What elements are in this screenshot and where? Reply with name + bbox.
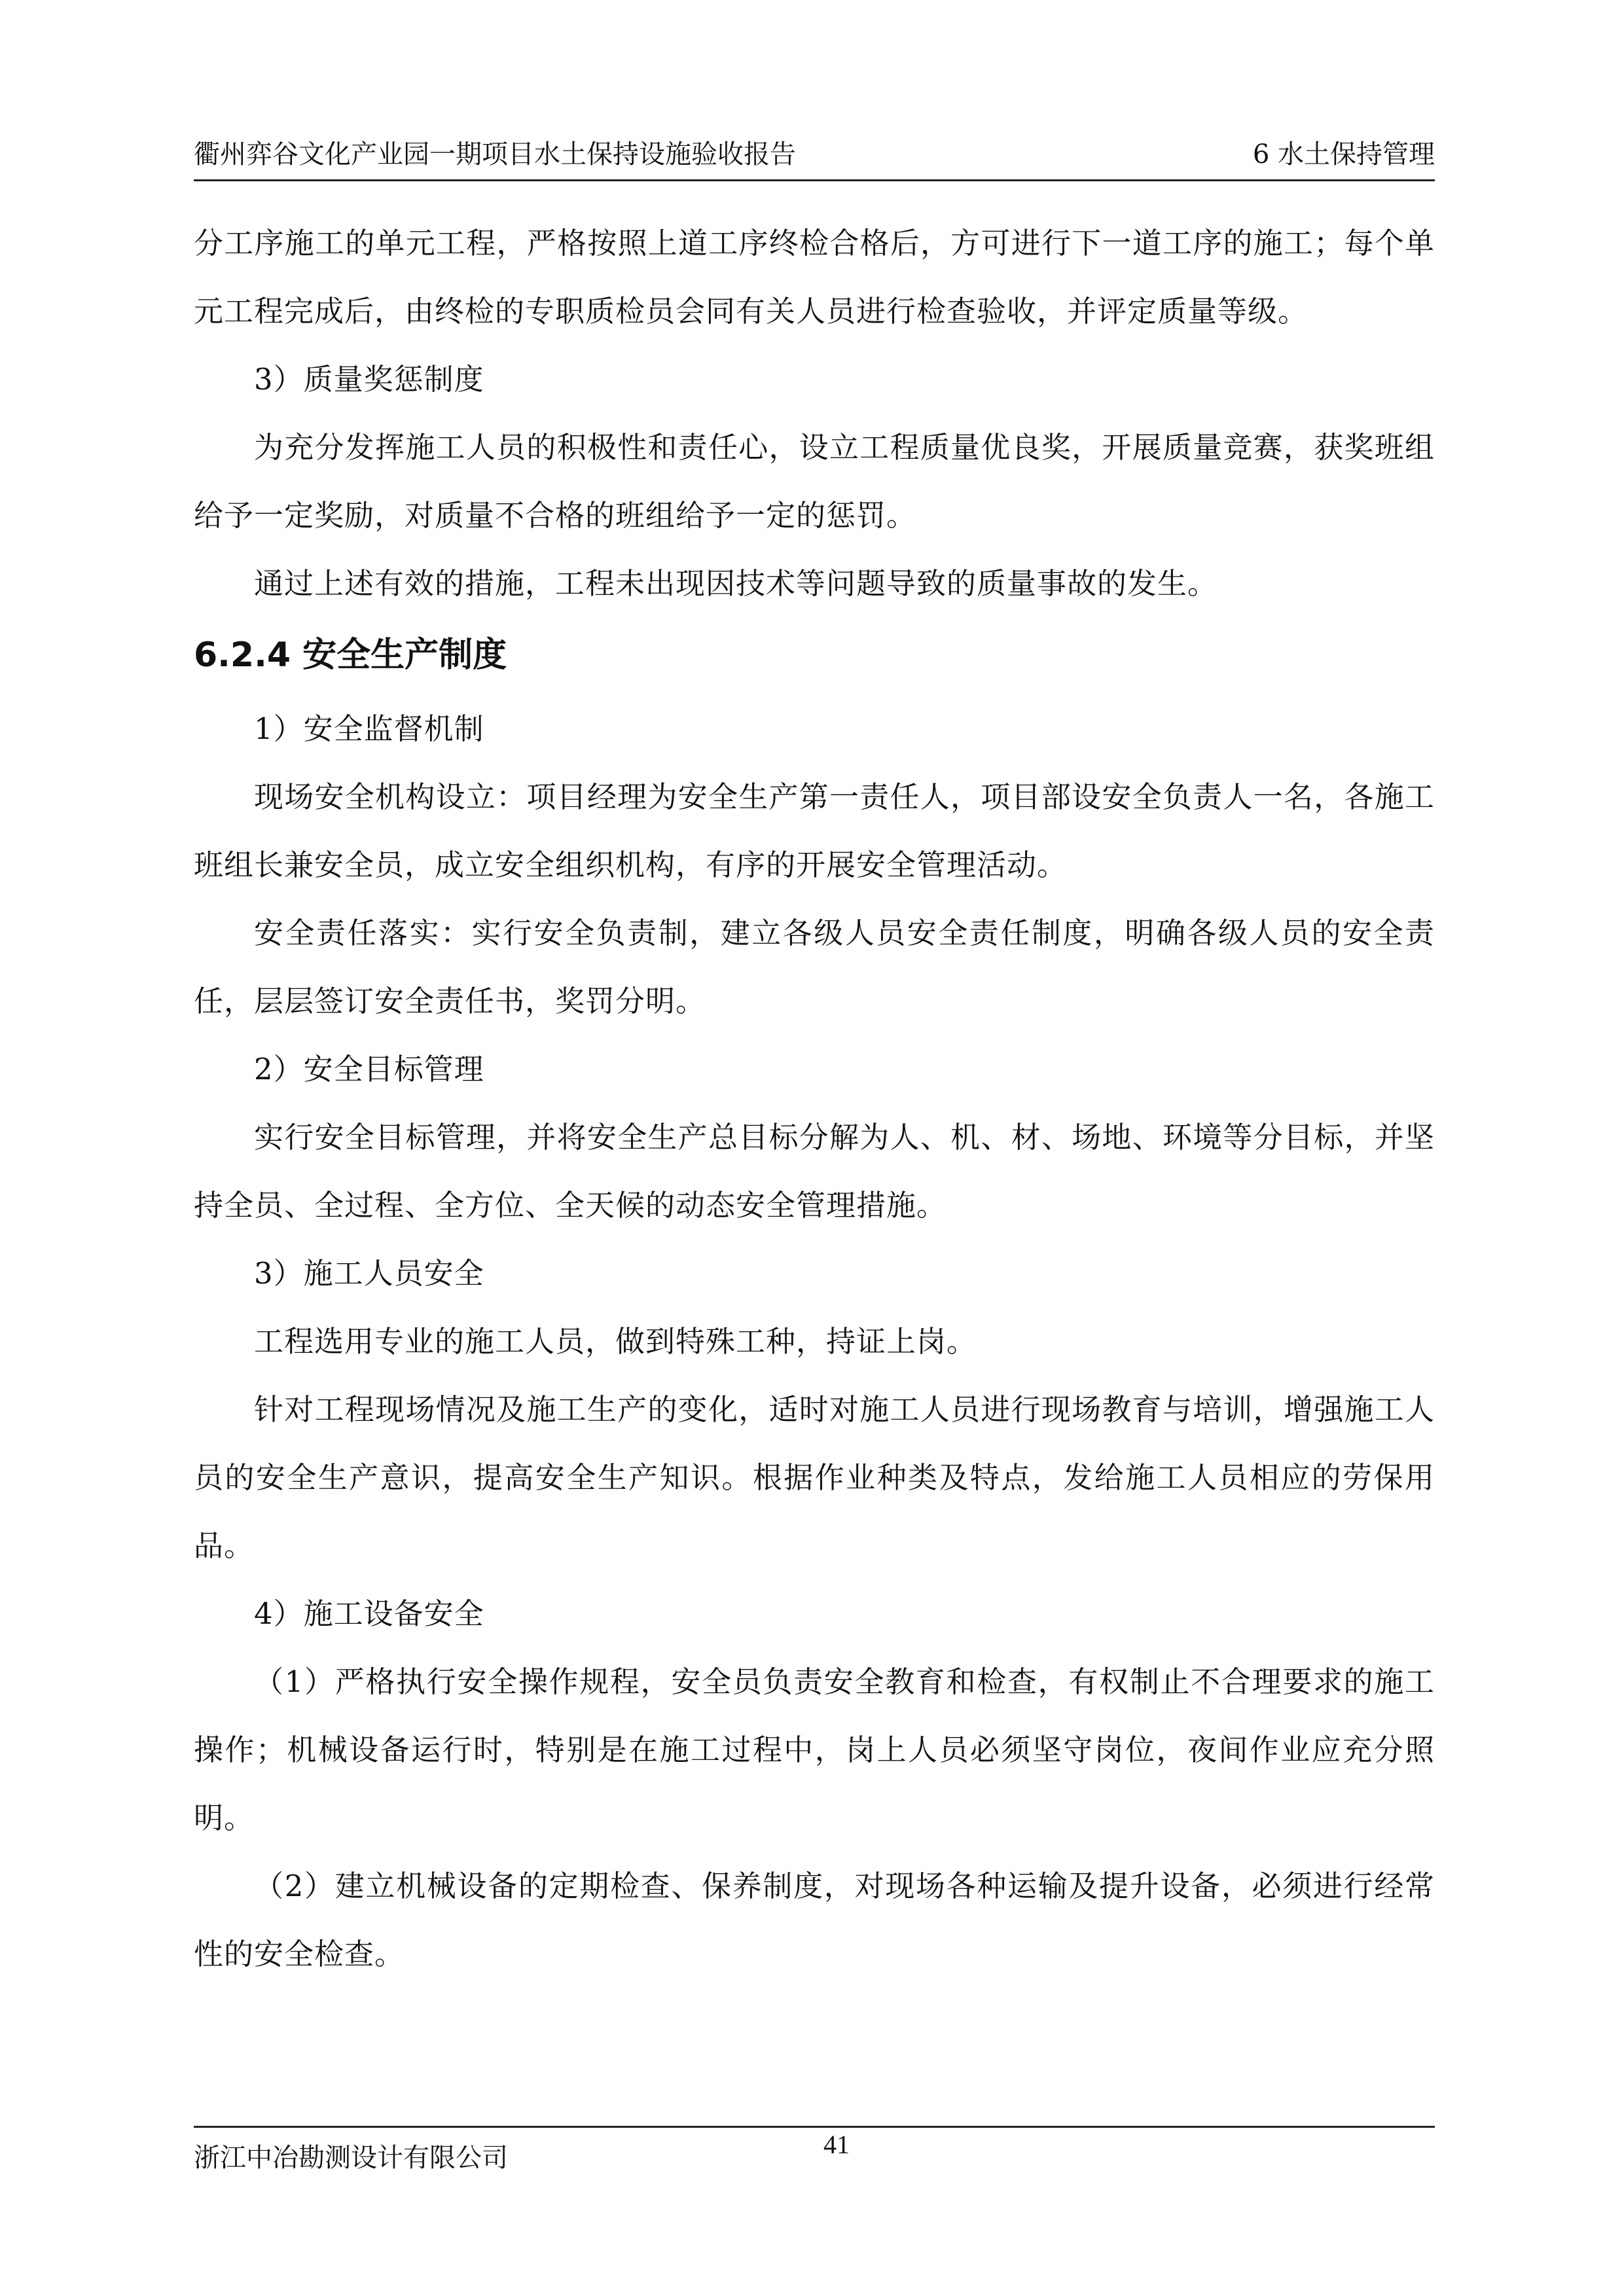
- document-body: [194, 209, 1435, 1988]
- paragraph-quality-summary: 通过上述有效的措施，工程未出现因技术等问题导致的质量事故的发生。: [254, 566, 1218, 601]
- subheading-safety-supervision: 1）安全监督机制: [254, 711, 484, 746]
- page-header: [194, 137, 1435, 181]
- paragraph-safety-responsibility: 安全责任落实：实行安全负责制，建立各级人员安全责任制度，明确各级人员的安全责任，层层签订安全责任书，奖罚分明。: [194, 916, 1435, 1018]
- paragraph-equipment-rule-1: （1）严格执行安全操作规程，安全员负责安全教育和检查，有权制止不合理要求的施工操作；机械设备运行时，特别是在施工过程中，岗上人员必须坚守岗位，夜间作业应充分照明。: [194, 1664, 1435, 1835]
- paragraph-equipment-rule-2: （2）建立机械设备的定期检查、保养制度，对现场各种运输及提升设备，必须进行经常性的安全检查。: [194, 1869, 1435, 1971]
- paragraph-worker-certification: 工程选用专业的施工人员，做到特殊工种，持证上岗。: [254, 1324, 977, 1359]
- paragraph-unit-inspection: 分工序施工的单元工程，严格按照上道工序终检合格后，方可进行下一道工序的施工；每个单元工程完成后，由终检的专职质检员会同有关人员进行检查验收，并评定质量等级。: [194, 226, 1435, 329]
- subheading-quality-reward: 3）质量奖惩制度: [254, 362, 484, 397]
- subheading-worker-safety: 3）施工人员安全: [254, 1256, 484, 1291]
- footer-company-name: 浙江中冶勘测设计有限公司: [194, 2143, 508, 2173]
- paragraph-safety-target: 实行安全目标管理，并将安全生产总目标分解为人、机、材、场地、环境等分目标，并坚持全员、全过程、全方位、全天候的动态安全管理措施。: [194, 1120, 1435, 1223]
- header-chapter-title: 6 水土保持管理: [1252, 139, 1435, 170]
- paragraph-worker-training: 针对工程现场情况及施工生产的变化，适时对施工人员进行现场教育与培训，增强施工人员的安全生产意识，提高安全生产知识。根据作业种类及特点，发给施工人员相应的劳保用品。: [194, 1392, 1435, 1563]
- section-heading-safety: 6.2.4 安全生产制度: [194, 636, 507, 675]
- paragraph-safety-organization: 现场安全机构设立：项目经理为安全生产第一责任人，项目部设安全负责人一名，各施工班组长兼安全员，成立安全组织机构，有序的开展安全管理活动。: [194, 780, 1435, 882]
- paragraph-quality-reward: 为充分发挥施工人员的积极性和责任心，设立工程质量优良奖，开展质量竞赛，获奖班组给予一定奖励，对质量不合格的班组给予一定的惩罚。: [194, 430, 1435, 533]
- subheading-equipment-safety: 4）施工设备安全: [254, 1596, 484, 1631]
- page-footer: [194, 2126, 1435, 2180]
- page-number: 41: [823, 2130, 850, 2159]
- header-report-title: 衢州弈谷文化产业园一期项目水土保持设施验收报告: [194, 139, 796, 170]
- subheading-safety-target: 2）安全目标管理: [254, 1052, 484, 1086]
